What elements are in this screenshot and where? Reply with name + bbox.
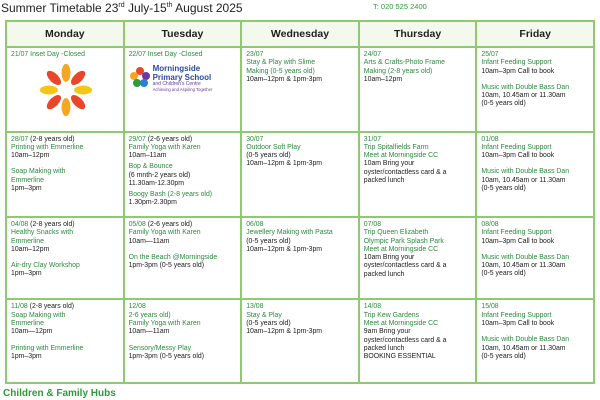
- cell-tuesday-1208: 12/08 2-6 years old) Family Yoga with Karen 10am—11am Sensory/Messy Play 1pm-3pm (0-5 years old): [124, 299, 242, 383]
- cell-tuesday-0508: 05/08 (2-6 years old) Family Yoga with Karen 10am—11am On the Beach @Morningside 1pm-3pm (0-5 years old): [124, 217, 242, 299]
- day-header-wednesday: Wednesday: [241, 21, 359, 47]
- cell-friday-2507: 25/07 Infant Feeding Support 10am–3pm Call to book Music with Double Bass Dan 10am, 10.45am or 11.30am (0-5 years old): [476, 47, 594, 132]
- morningside-flower-icon: [129, 65, 151, 91]
- cell-tuesday-2907: 29/07 (2-6 years old) Family Yoga with Karen 10am–11am Bop & Bounce (6 mnth-2 years old) 11.30am-12.30pm Boogy Bash (2-8 years old) 1.30pm-2.30pm: [124, 132, 242, 218]
- week-row: [6, 299, 594, 383]
- cell-wednesday-3007: 30/07 Outdoor Soft Play (0-5 years old) 10am–12pm & 1pm-3pm: [241, 132, 359, 218]
- week-row: [6, 217, 594, 299]
- cell-monday-1108: 11/08 (2-8 years old) Soap Making with Emmerline 10am—12pm Printing with Emmerline 1pm–3pm: [6, 299, 124, 383]
- cell-thursday-3107: 31/07 Trip Spitalfields Farm Meet at Morningside CC 10am Bring your oyster/contactless card & a packed lunch: [359, 132, 477, 218]
- cell-wednesday-0608: 06/08 Jewellery Making with Pasta (0-5 years old) 10am–12pm & 1pm-3pm: [241, 217, 359, 299]
- cell-wednesday-2307: 23/07 Stay & Play with Slime Making (0-5 years old) 10am–12pm & 1pm-3pm: [241, 47, 359, 132]
- morningside-logo: Morningside Primary School and Children's Centre Achieving and Aspiring Together: [129, 65, 237, 92]
- day-header-tuesday: Tuesday: [124, 21, 242, 47]
- day-header-thursday: Thursday: [359, 21, 477, 47]
- day-header-monday: Monday: [6, 21, 124, 47]
- cell-monday-0408: 04/08 (2-8 years old) Healthy Snacks with Emmerline 10am–12pm Air-dry Clay Workshop 1pm–3pm: [6, 217, 124, 299]
- cell-thursday-1408: 14/08 Trip Kew Gardens Meet at Morningside CC 9am Bring your oyster/contactless card & a packed lunch BOOKING ESSENTIAL: [359, 299, 477, 383]
- footer-brand: Children & Family Hubs: [3, 388, 116, 399]
- cell-thursday-0708: 07/08 Trip Queen Elizabeth Olympic Park Splash Park Meet at Morningside CC 10am Bring your oyster/contactless card & a packed lunch: [359, 217, 477, 299]
- cell-tuesday-2207: 22/07 Inset Day -Closed Morningside Primary School and Children's Centre Achieving and Aspiring Together: [124, 47, 242, 132]
- cell-friday-0808: 08/08 Infant Feeding Support 10am–3pm Call to book Music with Double Bass Dan 10am, 10.45am or 11.30am (0-5 years old): [476, 217, 594, 299]
- cell-wednesday-1308: 13/08 Stay & Play (0-5 years old) 10am–12pm & 1pm-3pm: [241, 299, 359, 383]
- cell-friday-0108: 01/08 Infant Feeding Support 10am–3pm Call to book Music with Double Bass Dan 10am, 10.45am or 11.30am (0-5 years old): [476, 132, 594, 218]
- sunflower-logo: [39, 63, 93, 117]
- cell-thursday-2407: 24/07 Arts & Crafts-Photo Frame Making (2-8 years old) 10am–12pm: [359, 47, 477, 132]
- week-row: [6, 132, 594, 218]
- day-header-friday: Friday: [476, 21, 594, 47]
- day-header-row: [6, 21, 594, 47]
- timetable-grid: [5, 20, 595, 384]
- cell-friday-1508: 15/08 Infant Feeding Support 10am–3pm Call to book Music with Double Bass Dan 10am, 10.45am or 11.30am (0-5 years old): [476, 299, 594, 383]
- cell-monday-2807: 28/07 (2-8 years old) Printing with Emmerline 10am–12pm Soap Making with Emmerline 1pm–3pm: [6, 132, 124, 218]
- page-header: [0, 0, 600, 16]
- cell-monday-2107: 21/07 Inset Day -Closed: [6, 47, 124, 132]
- week-row: [6, 47, 594, 132]
- timetable-title: Summer Timetable 23rd July-15th August 2025: [1, 1, 243, 15]
- phone-number: T: 020 525 2400: [373, 2, 427, 11]
